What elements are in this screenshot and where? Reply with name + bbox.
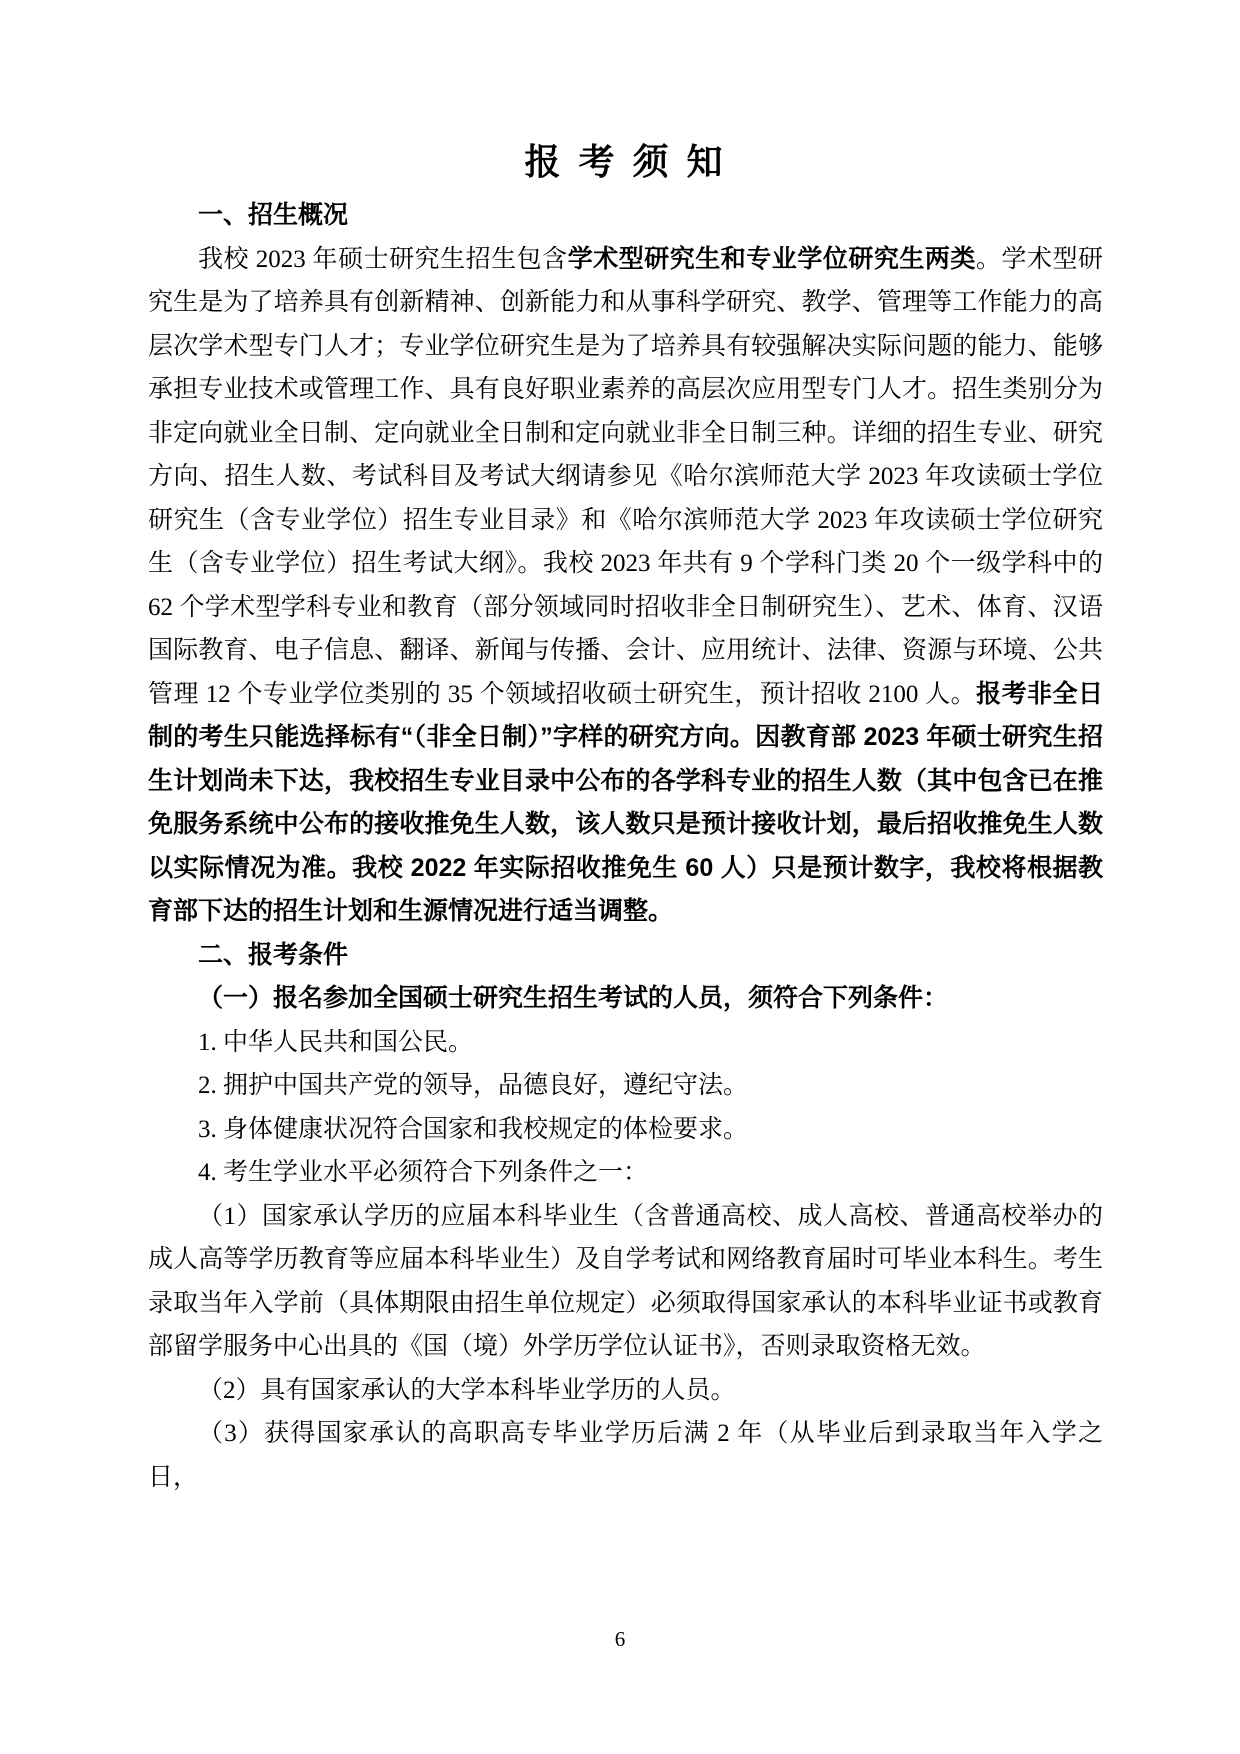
- text-run: （1）国家承认学历的应届本科毕业生（含普通高校、成人高校、普通高校举办的成人高等学历教育等应届本科毕业生）及自学考试和网络教育届时可毕业本科生。考生录取当年入学前（具体期限由招生单位规定）必须取得国家承认的本科毕业证书或教育部留学服务中心出具的《国（境）外学历学位认证书》，否则录取资格无效。: [148, 1202, 1103, 1360]
- para-conditions-intro: [148, 977, 1103, 1021]
- condition-item-2: [148, 1064, 1103, 1108]
- condition-item-4: [148, 1151, 1103, 1195]
- condition-item-4-2: [148, 1369, 1103, 1413]
- text-run: （2）具有国家承认的大学本科毕业学历的人员。: [198, 1376, 736, 1404]
- section-heading-2: 二、报考条件: [198, 940, 349, 969]
- text-run: （3）获得国家承认的高职高专毕业学历后满 2 年（从毕业后到录取当年入学之日，: [148, 1420, 1103, 1491]
- page-number: 6: [614, 1627, 626, 1651]
- para-admission-overview: [148, 238, 1103, 934]
- text-run: 2. 拥护中国共产党的领导，品德良好，遵纪守法。: [198, 1072, 749, 1099]
- text-run: 我校 2023 年硕士研究生招生包含: [198, 245, 568, 273]
- text-run: 报考非全日制的考生只能选择标有“（非全日制）”字样的研究方向。因教育部 2023 年硕士研究生招生计划尚未下达，我校招生专业目录中公布的各学科专业的招生人数（其中包含已在推免服务系统中公布的接收推免生人数，该人数只是预计接收计划，最后招收推免生人数以实际情况为准。我校 2022 年实际招收推免生 60 人）只是预计数字，我校将根据教育部下达的招生计划和生源情况进行适当调整。: [148, 679, 1103, 925]
- condition-item-4-1: [148, 1195, 1103, 1369]
- text-run: 4. 考生学业水平必须符合下列条件之一：: [198, 1159, 649, 1186]
- text-run: （一）报名参加全国硕士研究生招生考试的人员，须符合下列条件：: [198, 984, 949, 1012]
- section-heading-1: 一、招生概况: [198, 201, 349, 229]
- text-run: 3. 身体健康状况符合国家和我校规定的体检要求。: [198, 1115, 749, 1143]
- page-title: 报 考 须 知: [524, 141, 727, 182]
- condition-item-3: [148, 1108, 1103, 1152]
- document-body: [148, 194, 1103, 1499]
- condition-item-1: [148, 1021, 1103, 1065]
- text-run: 学术型研究生和专业学位研究生两类: [567, 244, 976, 273]
- condition-item-4-3: [148, 1412, 1103, 1499]
- text-run: 1. 中华人民共和国公民。: [198, 1028, 474, 1056]
- text-run: 。学术型研究生是为了培养具有创新精神、创新能力和从事科学研究、教学、管理等工作能力的高层次学术型专门人才；专业学位研究生是为了培养具有较强解决实际问题的能力、能够承担专业技术或管理工作、具有良好职业素养的高层次应用型专门人才。招生类别分为非定向就业全日制、定向就业全日制和定向就业非全日制三种。详细的招生专业、研究方向、招生人数、考试科目及考试大纲请参见《哈尔滨师范大学 2023 年攻读硕士学位研究生（含专业学位）招生专业目录》和《哈尔滨师范大学 2023 年攻读硕士学位研究生（含专业学位）招生考试大纲》。我校 2023 年共有 9 个学科门类 20 个一级学科中的 62 个学术型学科专业和教育（部分领域同时招收非全日制研究生）、艺术、体育、汉语国际教育、电子信息、翻译、新闻与传播、会计、应用统计、法律、资源与环境、公共管理 12 个专业学位类别的 35 个领域招收硕士研究生，预计招收 2100 人。: [148, 245, 1103, 708]
